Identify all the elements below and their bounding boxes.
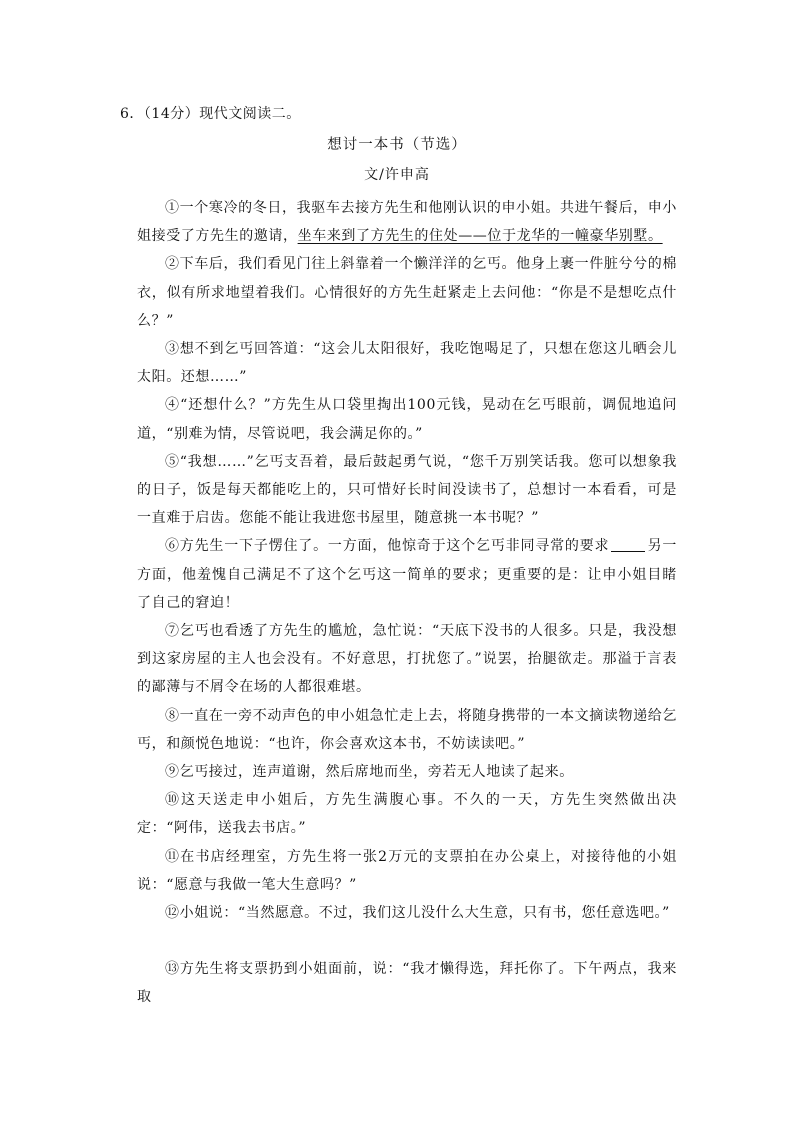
paragraph-6-after: 另一方面，他羞愧自己满足不了这个乞丐这一简单的要求；更重要的是：让申小姐目睹了自己的窘迫！ (137, 538, 677, 611)
article-body (137, 194, 677, 1012)
paragraph-9: ⑨乞丐接过，连声道谢，然后席地而坐，旁若无人地读了起来。 (165, 764, 574, 781)
paragraph-3: ③想不到乞丐回答道：“这会儿太阳很好，我吃饱喝足了，只想在您这儿晒会儿太阳。还想……” (137, 341, 677, 386)
paragraph-gap (137, 927, 677, 955)
paragraph-13: ⑬方先生将支票扔到小姐面前，说：“我才懒得选，拜托你了。下午两点，我来取 (137, 961, 677, 1006)
paragraph-7: ⑦乞丐也看透了方先生的尴尬，急忙说：“天底下没书的人很多。只是，我没想到这家房屋的主人也会没有。不好意思，打扰您了。”说罢，抬腿欲走。那溢于言表的鄙薄与不屑令在场的人都很难堪。 (137, 623, 677, 696)
paragraph-1 (137, 194, 677, 250)
article-title: 想讨一本书（节选） (327, 137, 467, 153)
question-header: 6．（14分）现代文阅读二。 (120, 106, 301, 122)
paragraph-11: ⑪在书店经理室，方先生将一张2万元的支票拍在办公桌上，对接待他的小姐说：“愿意与我做一笔大生意吗？” (137, 848, 677, 893)
paragraph-2: ②下车后，我们看见门往上斜靠着一个懒洋洋的乞丐。他身上裹一件脏兮兮的棉衣，似有所求地望着我们。心情很好的方先生赶紧走上去问他：“你是不是想吃点什么？” (137, 256, 677, 329)
article-author: 文/许申高 (364, 167, 430, 183)
paragraph-1-text: ①一个寒冷的冬日，我驱车去接方先生和他刚认识的申小姐。共进午餐后，申小姐接受了方先生的邀请， (137, 200, 677, 245)
underlined-sentence: 坐车来到了方先生的住处——位于龙华的一幢豪华别墅。 (297, 228, 663, 245)
paragraph-10: ⑩这天送走申小姐后，方先生满腹心事。不久的一天，方先生突然做出决定：“阿伟，送我去书店。” (137, 792, 677, 837)
paragraph-6-before: ⑥方先生一下子愣住了。一方面，他惊奇于这个乞丐非同寻常的要求 (165, 538, 610, 555)
paragraph-8: ⑧一直在一旁不动声色的申小姐急忙走上去，将随身携带的一本文摘读物递给乞丐，和颜悦色地说：“也许，你会喜欢这本书，不妨读读吧。” (137, 707, 677, 752)
paragraph-4: ④“还想什么？”方先生从口袋里掏出100元钱，晃动在乞丐眼前，调侃地追问道，“别难为情，尽管说吧，我会满足你的。” (137, 397, 677, 442)
paragraph-12: ⑫小姐说：“当然愿意。不过，我们这儿没什么大生意，只有书，您任意选吧。” (165, 905, 670, 922)
paragraph-6 (137, 532, 677, 617)
paragraph-5: ⑤“我想……”乞丐支吾着，最后鼓起勇气说，“您千万别笑话我。您可以想象我的日子，饭是每天都能吃上的，只可惜好长时间没读书了，总想讨一本看看，可是一直难于启齿。您能不能让我进您书屋里，随意挑一本书呢？” (137, 453, 677, 527)
fill-in-blank (611, 537, 645, 552)
